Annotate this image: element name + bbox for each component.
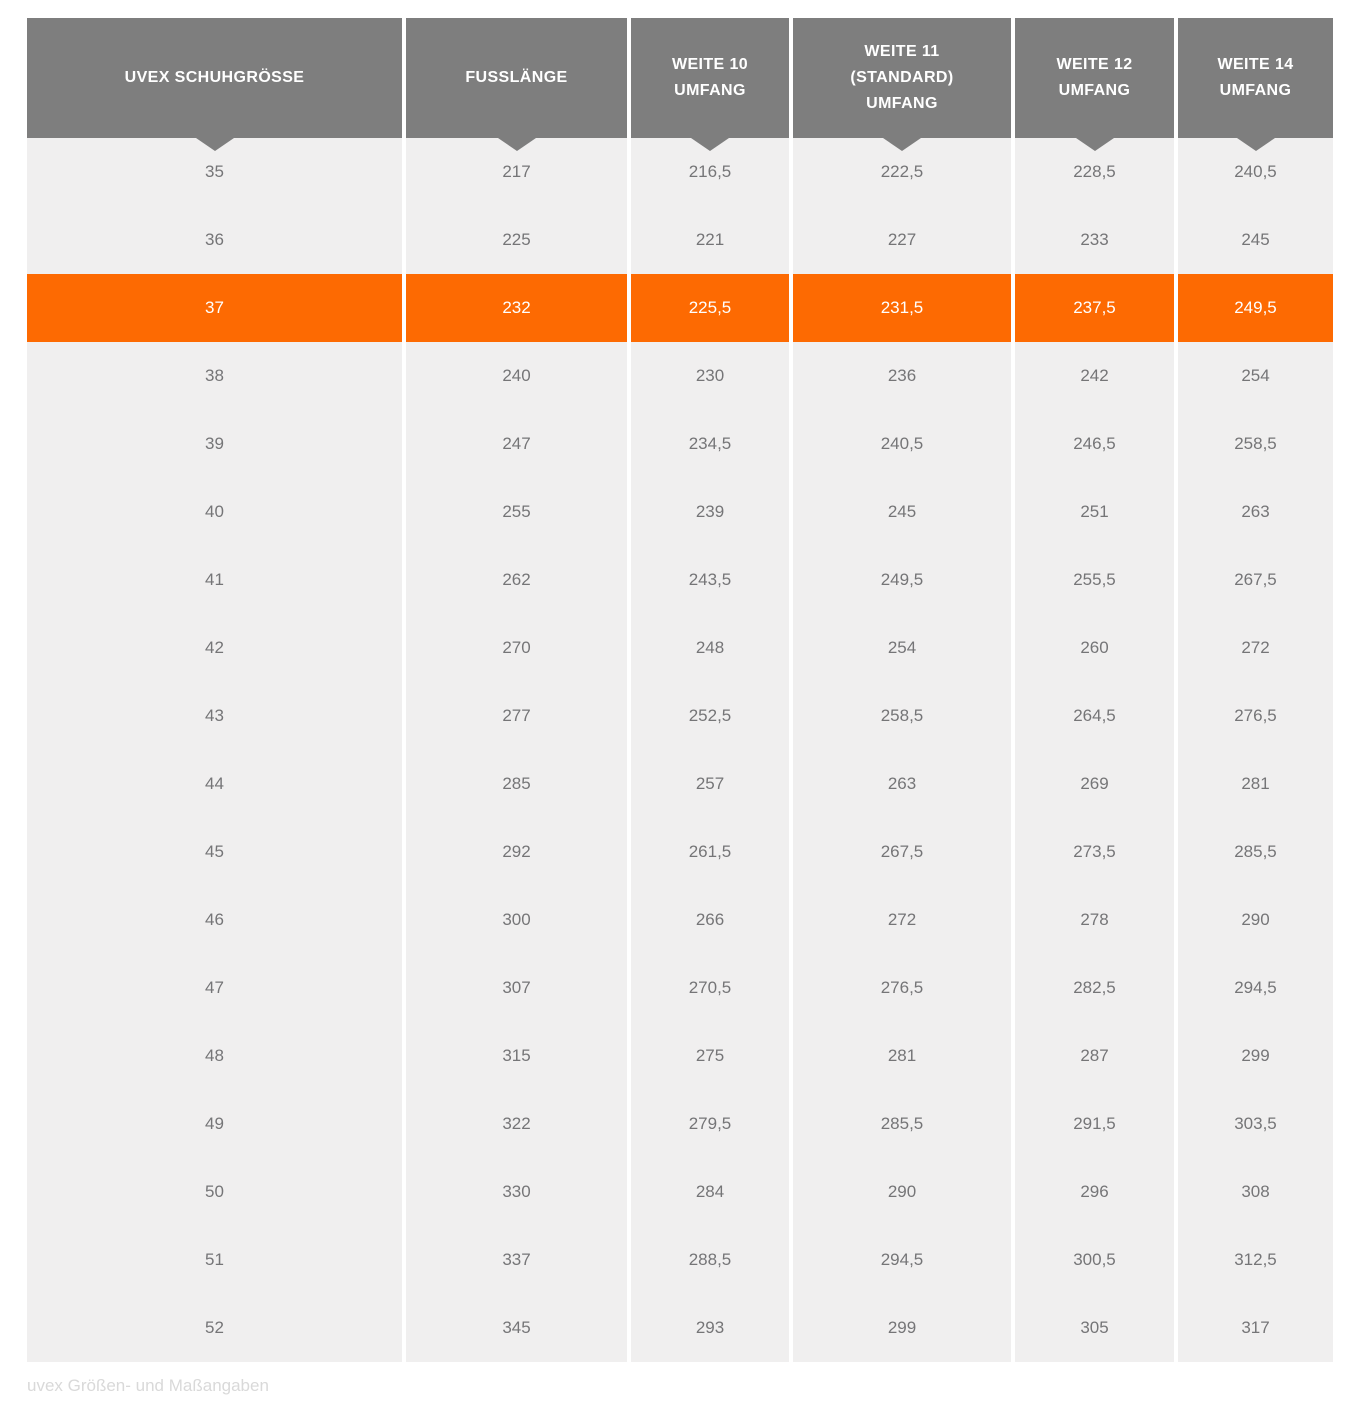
table-row [27, 1226, 1333, 1294]
table-cell: 44 [27, 750, 402, 818]
column-header-label: UMFANG [674, 82, 746, 99]
column-header-label: (STANDARD) [850, 69, 954, 86]
table-cell: 242 [1015, 342, 1174, 410]
table-cell: 308 [1178, 1158, 1333, 1226]
table-cell: 269 [1015, 750, 1174, 818]
table-cell: 312,5 [1178, 1226, 1333, 1294]
table-header-row [27, 18, 1333, 138]
table-cell: 39 [27, 410, 402, 478]
column-header-label: WEITE 11 [864, 43, 940, 60]
table-cell: 255 [406, 478, 627, 546]
table-cell: 245 [793, 478, 1011, 546]
table-cell: 303,5 [1178, 1090, 1333, 1158]
table-cell: 285 [406, 750, 627, 818]
table-cell: 233 [1015, 206, 1174, 274]
table-cell: 245 [1178, 206, 1333, 274]
table-cell: 240,5 [1178, 138, 1333, 206]
table-cell: 282,5 [1015, 954, 1174, 1022]
table-cell: 300,5 [1015, 1226, 1174, 1294]
table-cell: 345 [406, 1294, 627, 1362]
table-cell: 240 [406, 342, 627, 410]
header-pointer-down-icon [883, 138, 921, 151]
table-cell: 299 [1178, 1022, 1333, 1090]
header-pointer-down-icon [498, 138, 536, 151]
table-row [27, 954, 1333, 1022]
table-cell: 240,5 [793, 410, 1011, 478]
column-header-2 [406, 18, 627, 138]
table-cell: 294,5 [1178, 954, 1333, 1022]
table-cell: 299 [793, 1294, 1011, 1362]
table-cell: 275 [631, 1022, 789, 1090]
table-cell: 228,5 [1015, 138, 1174, 206]
header-pointer-down-icon [691, 138, 729, 151]
table-cell: 307 [406, 954, 627, 1022]
table-row [27, 1294, 1333, 1362]
table-cell: 258,5 [1178, 410, 1333, 478]
table-row [27, 1022, 1333, 1090]
table-row [27, 750, 1333, 818]
table-cell: 317 [1178, 1294, 1333, 1362]
table-cell: 276,5 [1178, 682, 1333, 750]
table-cell: 249,5 [1178, 274, 1333, 342]
table-cell: 260 [1015, 614, 1174, 682]
table-cell: 222,5 [793, 138, 1011, 206]
table-cell: 263 [793, 750, 1011, 818]
table-cell: 45 [27, 818, 402, 886]
table-cell: 42 [27, 614, 402, 682]
table-cell: 47 [27, 954, 402, 1022]
table-cell: 258,5 [793, 682, 1011, 750]
table-cell: 243,5 [631, 546, 789, 614]
table-cell: 248 [631, 614, 789, 682]
table-cell: 261,5 [631, 818, 789, 886]
table-cell: 221 [631, 206, 789, 274]
table-cell: 41 [27, 546, 402, 614]
table-cell: 51 [27, 1226, 402, 1294]
table-cell: 278 [1015, 886, 1174, 954]
header-pointer-down-icon [1237, 138, 1275, 151]
table-row [27, 478, 1333, 546]
table-cell: 37 [27, 274, 402, 342]
table-cell: 284 [631, 1158, 789, 1226]
table-cell: 257 [631, 750, 789, 818]
table-cell: 234,5 [631, 410, 789, 478]
table-cell: 292 [406, 818, 627, 886]
table-cell: 249,5 [793, 546, 1011, 614]
table-cell: 225,5 [631, 274, 789, 342]
table-row [27, 818, 1333, 886]
table-body [27, 138, 1333, 1362]
table-cell: 337 [406, 1226, 627, 1294]
table-cell: 330 [406, 1158, 627, 1226]
header-pointer-down-icon [196, 138, 234, 151]
table-row [27, 682, 1333, 750]
table-cell: 272 [1178, 614, 1333, 682]
table-cell: 225 [406, 206, 627, 274]
table-cell: 270 [406, 614, 627, 682]
table-cell: 322 [406, 1090, 627, 1158]
table-cell: 227 [793, 206, 1011, 274]
table-cell: 246,5 [1015, 410, 1174, 478]
table-cell: 255,5 [1015, 546, 1174, 614]
table-cell: 293 [631, 1294, 789, 1362]
table-cell: 239 [631, 478, 789, 546]
table-row [27, 546, 1333, 614]
column-header-label: UMFANG [1219, 82, 1292, 99]
header-pointer-down-icon [1076, 138, 1114, 151]
table-cell: 279,5 [631, 1090, 789, 1158]
table-cell: 287 [1015, 1022, 1174, 1090]
table-cell: 273,5 [1015, 818, 1174, 886]
table-cell: 52 [27, 1294, 402, 1362]
table-cell: 43 [27, 682, 402, 750]
table-cell: 262 [406, 546, 627, 614]
table-cell: 254 [1178, 342, 1333, 410]
size-table [27, 18, 1333, 1362]
table-cell: 276,5 [793, 954, 1011, 1022]
table-cell: 290 [1178, 886, 1333, 954]
table-cell: 237,5 [1015, 274, 1174, 342]
table-row [27, 1090, 1333, 1158]
table-cell: 35 [27, 138, 402, 206]
table-cell: 285,5 [1178, 818, 1333, 886]
column-header-label: WEITE 10 [671, 56, 749, 73]
table-cell: 46 [27, 886, 402, 954]
column-header-label: UMFANG [866, 95, 938, 112]
table-cell: 216,5 [631, 138, 789, 206]
column-header-label: WEITE 14 [1217, 56, 1294, 73]
table-cell: 305 [1015, 1294, 1174, 1362]
table-cell: 290 [793, 1158, 1011, 1226]
table-cell: 38 [27, 342, 402, 410]
table-cell: 296 [1015, 1158, 1174, 1226]
table-cell: 254 [793, 614, 1011, 682]
table-cell: 272 [793, 886, 1011, 954]
table-cell: 217 [406, 138, 627, 206]
table-cell: 315 [406, 1022, 627, 1090]
column-header-1 [27, 18, 402, 138]
column-header-4 [793, 18, 1011, 138]
table-cell: 251 [1015, 478, 1174, 546]
table-row [27, 342, 1333, 410]
table-cell: 263 [1178, 478, 1333, 546]
table-cell: 294,5 [793, 1226, 1011, 1294]
column-header-label: WEITE 12 [1056, 56, 1133, 73]
table-cell: 252,5 [631, 682, 789, 750]
column-header-label: UVEX SCHUHGRÖSSE [124, 69, 305, 86]
table-row [27, 886, 1333, 954]
table-cell: 247 [406, 410, 627, 478]
table-cell: 49 [27, 1090, 402, 1158]
table-cell: 232 [406, 274, 627, 342]
table-cell: 264,5 [1015, 682, 1174, 750]
table-cell: 267,5 [1178, 546, 1333, 614]
table-cell: 291,5 [1015, 1090, 1174, 1158]
table-cell: 285,5 [793, 1090, 1011, 1158]
table-cell: 270,5 [631, 954, 789, 1022]
table-row-highlighted [27, 274, 1333, 342]
column-header-label: UMFANG [1058, 82, 1131, 99]
table-row [27, 410, 1333, 478]
table-cell: 281 [793, 1022, 1011, 1090]
table-cell: 267,5 [793, 818, 1011, 886]
column-header-6 [1178, 18, 1333, 138]
table-cell: 288,5 [631, 1226, 789, 1294]
table-cell: 266 [631, 886, 789, 954]
table-cell: 40 [27, 478, 402, 546]
table-cell: 50 [27, 1158, 402, 1226]
table-row [27, 1158, 1333, 1226]
table-cell: 236 [793, 342, 1011, 410]
column-header-3 [631, 18, 789, 138]
table-caption: uvex Größen- und Maßangaben [27, 1376, 269, 1395]
table-cell: 300 [406, 886, 627, 954]
column-header-5 [1015, 18, 1174, 138]
table-cell: 231,5 [793, 274, 1011, 342]
table-cell: 48 [27, 1022, 402, 1090]
column-header-label: FUSSLÄNGE [465, 69, 568, 86]
table-cell: 277 [406, 682, 627, 750]
table-cell: 230 [631, 342, 789, 410]
table-cell: 36 [27, 206, 402, 274]
table-cell: 281 [1178, 750, 1333, 818]
table-row [27, 206, 1333, 274]
table-row [27, 614, 1333, 682]
